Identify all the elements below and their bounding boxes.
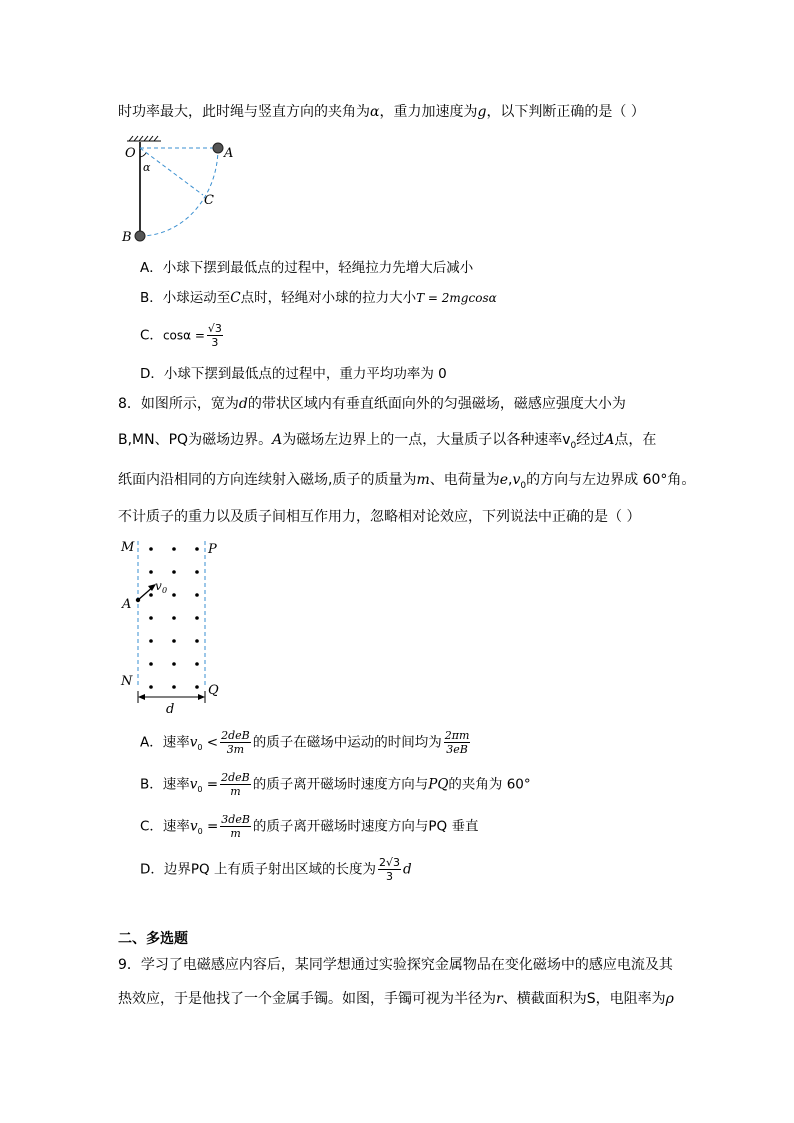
label-C: C [204, 193, 214, 208]
v-symbol: v [189, 776, 198, 793]
q8-option-text: A．速率 [140, 734, 190, 751]
q8-option-text: 的质子离开磁场时速度方向与 [252, 776, 429, 793]
q8-text: 纸面内沿相同的方向连续射入磁场,质子的质量为 [118, 472, 417, 488]
field-dot [149, 570, 153, 574]
q8-text: 8．如图所示，宽为 [118, 396, 239, 412]
denominator: 3 [385, 870, 393, 883]
field-dot [172, 593, 176, 597]
field-dot [195, 662, 199, 666]
width-arrow-right [198, 694, 205, 700]
equals: = [202, 818, 219, 835]
field-dot [149, 547, 153, 551]
fraction [220, 729, 251, 756]
q8-option-text: 的质子离开磁场时速度方向与PQ 垂直 [252, 818, 479, 835]
label-A: A [122, 597, 132, 612]
fraction [220, 771, 251, 798]
m-symbol: m [416, 472, 430, 488]
q9-line2 [118, 989, 674, 1009]
ceiling-hatch [127, 136, 161, 141]
field-dot [195, 547, 199, 551]
denominator: m [230, 827, 241, 840]
denominator: 3eB [446, 743, 468, 756]
label-alpha: α [143, 161, 151, 174]
point-C: C [230, 290, 241, 306]
q8-text: 点，在 [614, 432, 657, 448]
label-P: P [208, 542, 217, 557]
subscript: 0 [197, 827, 203, 837]
label-d: d [166, 702, 175, 717]
d-symbol: d [238, 396, 248, 412]
q8-text: 为磁场左边界上的一点，大量质子以各种速率v [282, 432, 571, 448]
q8-stem-line4: 不计质子的重力以及质子间相互作用力，忽略相对论效应，下列说法中正确的是（ ） [118, 509, 641, 525]
q8-option-text: B．速率 [140, 776, 190, 793]
label-M: M [121, 540, 135, 555]
fraction [207, 322, 223, 349]
less-than: < [202, 734, 219, 751]
q8-text: B,MN、PQ为磁场边界。 [118, 432, 273, 448]
field-dots [149, 547, 199, 689]
q9-text: 热效应，于是他找了一个金属手镯。如图，手镯可视为半径为 [118, 991, 496, 1007]
arc-AB [140, 148, 218, 236]
fraction [220, 813, 251, 840]
cos-alpha: cosα = [162, 328, 205, 343]
denominator: 3m [226, 743, 245, 756]
rho-symbol: ρ [665, 991, 674, 1007]
r-symbol: r [496, 991, 503, 1007]
field-dot [149, 616, 153, 620]
numerator: 2deB [221, 771, 250, 784]
q8-stem-line2 [118, 430, 656, 456]
subscript: 0 [197, 743, 203, 753]
field-dot [172, 570, 176, 574]
field-dot [149, 593, 153, 597]
label-Q: Q [208, 683, 219, 698]
field-dot [149, 639, 153, 643]
fraction [444, 729, 471, 756]
q7-stem-text: 时功率最大，此时绳与竖直方向的夹角为 [118, 104, 370, 120]
field-dot [149, 662, 153, 666]
fraction [378, 856, 401, 883]
q7-option-D: D．小球下摆到最低点的过程中，重力平均功率为 0 [140, 366, 447, 382]
field-dot [172, 685, 176, 689]
g-symbol: g [477, 104, 487, 120]
q9-line1: 9．学习了电磁感应内容后，某同学想通过实验探究金属物品在变化磁场中的感应电流及其 [118, 957, 673, 973]
subscript: 0 [197, 785, 203, 795]
q7-option-C [140, 322, 225, 349]
ball-B [135, 231, 145, 241]
field-dot [195, 570, 199, 574]
q7-pendulum-figure [115, 133, 235, 248]
q7-option-B [140, 288, 497, 308]
label-v-sub: 0 [162, 586, 168, 595]
q8-option-text: 的夹角为 60° [448, 776, 531, 793]
q8-text: 经过 [576, 432, 605, 448]
q8-option-text: D．边界PQ 上有质子射出区域的长度为 [140, 861, 376, 878]
q8-stem-line3 [118, 470, 695, 496]
field-dot [172, 662, 176, 666]
equals: = [202, 776, 219, 793]
field-dot [172, 616, 176, 620]
denominator: m [230, 785, 241, 798]
label-B: B [122, 230, 132, 245]
q8-option-text: 的质子在磁场中运动的时间均为 [252, 734, 442, 751]
label-O: O [125, 146, 136, 161]
q8-option-D [140, 856, 412, 883]
A-symbol: A [604, 432, 615, 448]
label-A: A [224, 146, 234, 161]
tension-formula: T = 2mgcosα [416, 291, 497, 305]
v-symbol: v [512, 472, 521, 488]
field-dot [195, 616, 199, 620]
q8-text: 的带状区域内有垂直纸面向外的匀强磁场，磁感应强度大小为 [247, 396, 626, 412]
q7-stem-text: ，重力加速度为 [379, 104, 478, 120]
field-dot [195, 685, 199, 689]
e-symbol: e [499, 472, 509, 488]
numerator: √3 [207, 322, 222, 335]
alpha-arc [140, 153, 146, 157]
q9-text: 、横截面积为S，电阻率为 [502, 991, 666, 1007]
q8-option-B [140, 771, 531, 800]
field-dot [172, 639, 176, 643]
q7-option-C-text: C． [140, 327, 163, 344]
field-dot [195, 639, 199, 643]
numerator: 3deB [221, 813, 250, 826]
field-dot [149, 685, 153, 689]
q7-option-B-text: 点时，轻绳对小球的拉力大小 [240, 290, 417, 306]
numerator: 2πm [444, 729, 470, 742]
numerator: 2deB [221, 729, 250, 742]
q7-stem-tail [118, 102, 645, 122]
q7-option-B-text: B．小球运动至 [140, 290, 231, 306]
section-title: 二、多选题 [118, 931, 188, 947]
v-symbol: v [189, 734, 198, 751]
A-symbol: A [272, 432, 283, 448]
q8-field-figure [118, 537, 228, 717]
q8-text: 的方向与左边界成 60°角。 [526, 472, 696, 488]
ball-A [213, 143, 223, 153]
q8-option-text: C．速率 [140, 818, 190, 835]
subscript: 0 [520, 480, 527, 491]
alpha-symbol: α [370, 104, 380, 120]
q8-text: 、电荷量为 [429, 472, 500, 488]
q7-stem-text: ，以下判断正确的是（ ） [486, 104, 645, 120]
v-symbol: v [189, 818, 198, 835]
denominator: 3 [211, 336, 219, 349]
numerator: 2√3 [378, 856, 400, 869]
field-dot [172, 547, 176, 551]
d-symbol: d [402, 861, 412, 878]
width-arrow-left [138, 694, 145, 700]
q8-text: , [508, 472, 513, 488]
field-dot [195, 593, 199, 597]
q8-option-A [140, 729, 472, 758]
label-v: v [155, 579, 162, 593]
PQ-symbol: PQ [428, 776, 449, 793]
label-N: N [121, 674, 133, 689]
q7-option-A: A．小球下摆到最低点的过程中，轻绳拉力先增大后减小 [140, 260, 474, 276]
subscript: 0 [570, 440, 577, 451]
q8-option-C [140, 813, 478, 842]
q8-stem-line1 [118, 394, 626, 414]
